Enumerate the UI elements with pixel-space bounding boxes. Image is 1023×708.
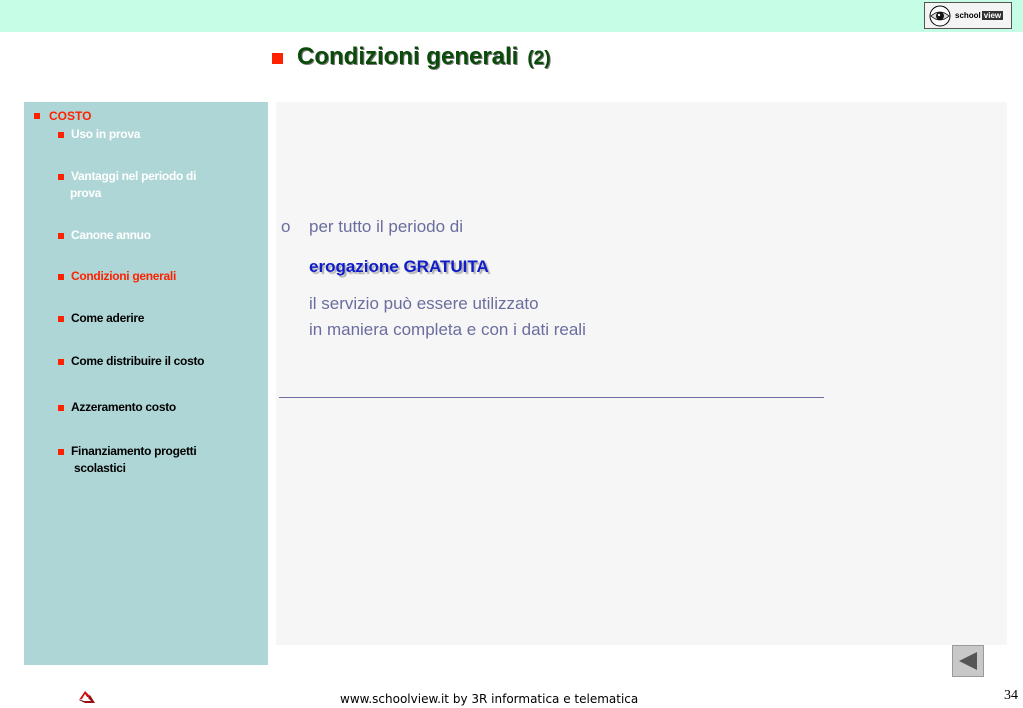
top-band [0, 0, 1023, 32]
sidebar-item[interactable] [58, 168, 238, 202]
sidebar-item-label: Vantaggi nel periodo di [71, 169, 197, 183]
bullet-icon [58, 233, 64, 239]
sidebar-item[interactable] [58, 353, 238, 370]
sidebar-item[interactable] [58, 310, 238, 327]
content-paragraph [309, 291, 586, 343]
title-number: (2) [527, 48, 551, 69]
sidebar-item[interactable] [58, 126, 238, 143]
sidebar-head-costo[interactable] [34, 109, 91, 123]
sidebar-item-label: Condizioni generali [71, 269, 176, 283]
bullet-icon [58, 405, 64, 411]
sidebar-item-label: Azzeramento costo [71, 400, 176, 414]
bullet-o: o [281, 217, 291, 236]
sidebar-item[interactable] [58, 399, 238, 416]
3r-logo-icon [76, 688, 98, 706]
footer-text: www.schoolview.it by 3R informatica e telematica [340, 692, 639, 706]
sidebar-item-label: Canone annuo [71, 228, 151, 242]
content-line-1: per tutto il periodo di [309, 217, 464, 236]
bullet-icon [58, 174, 64, 180]
sidebar-item-label-line2: prova [70, 186, 102, 200]
sidebar-item-label: Finanziamento progetti [71, 444, 197, 458]
title-main: Condizioni generali [297, 43, 519, 70]
sidebar-item-label: Uso in prova [71, 127, 141, 141]
sidebar-item[interactable] [58, 443, 238, 477]
title-bullet-icon [272, 53, 283, 64]
content-line-3: in maniera completa e con i dati reali [309, 320, 586, 339]
sidebar-item[interactable] [58, 268, 238, 285]
content-highlight: erogazione GRATUITA [309, 257, 489, 276]
logo-text-school: school [955, 11, 981, 20]
sidebar-item-label: Come distribuire il costo [71, 354, 205, 368]
page-number: 34 [1004, 688, 1018, 703]
page-title [272, 40, 551, 74]
eye-logo-icon [929, 5, 951, 27]
back-arrow-icon [957, 650, 979, 672]
bullet-icon [34, 113, 40, 119]
bullet-icon [58, 449, 64, 455]
bullet-icon [58, 359, 64, 365]
bullet-icon [58, 316, 64, 322]
schoolview-logo [924, 2, 1012, 29]
content-line-2: il servizio può essere utilizzato [309, 294, 539, 313]
content-panel [276, 102, 1007, 645]
separator-line [279, 397, 824, 398]
sidebar-head-label: COSTO [49, 109, 92, 123]
sidebar-item-label-line2: scolastici [74, 461, 126, 475]
bullet-icon [58, 132, 64, 138]
logo-text-view: view [983, 11, 1002, 20]
sidebar-item[interactable] [58, 227, 238, 244]
bullet-icon [58, 274, 64, 280]
sidebar-item-label: Come aderire [71, 311, 145, 325]
back-button[interactable] [952, 645, 984, 677]
